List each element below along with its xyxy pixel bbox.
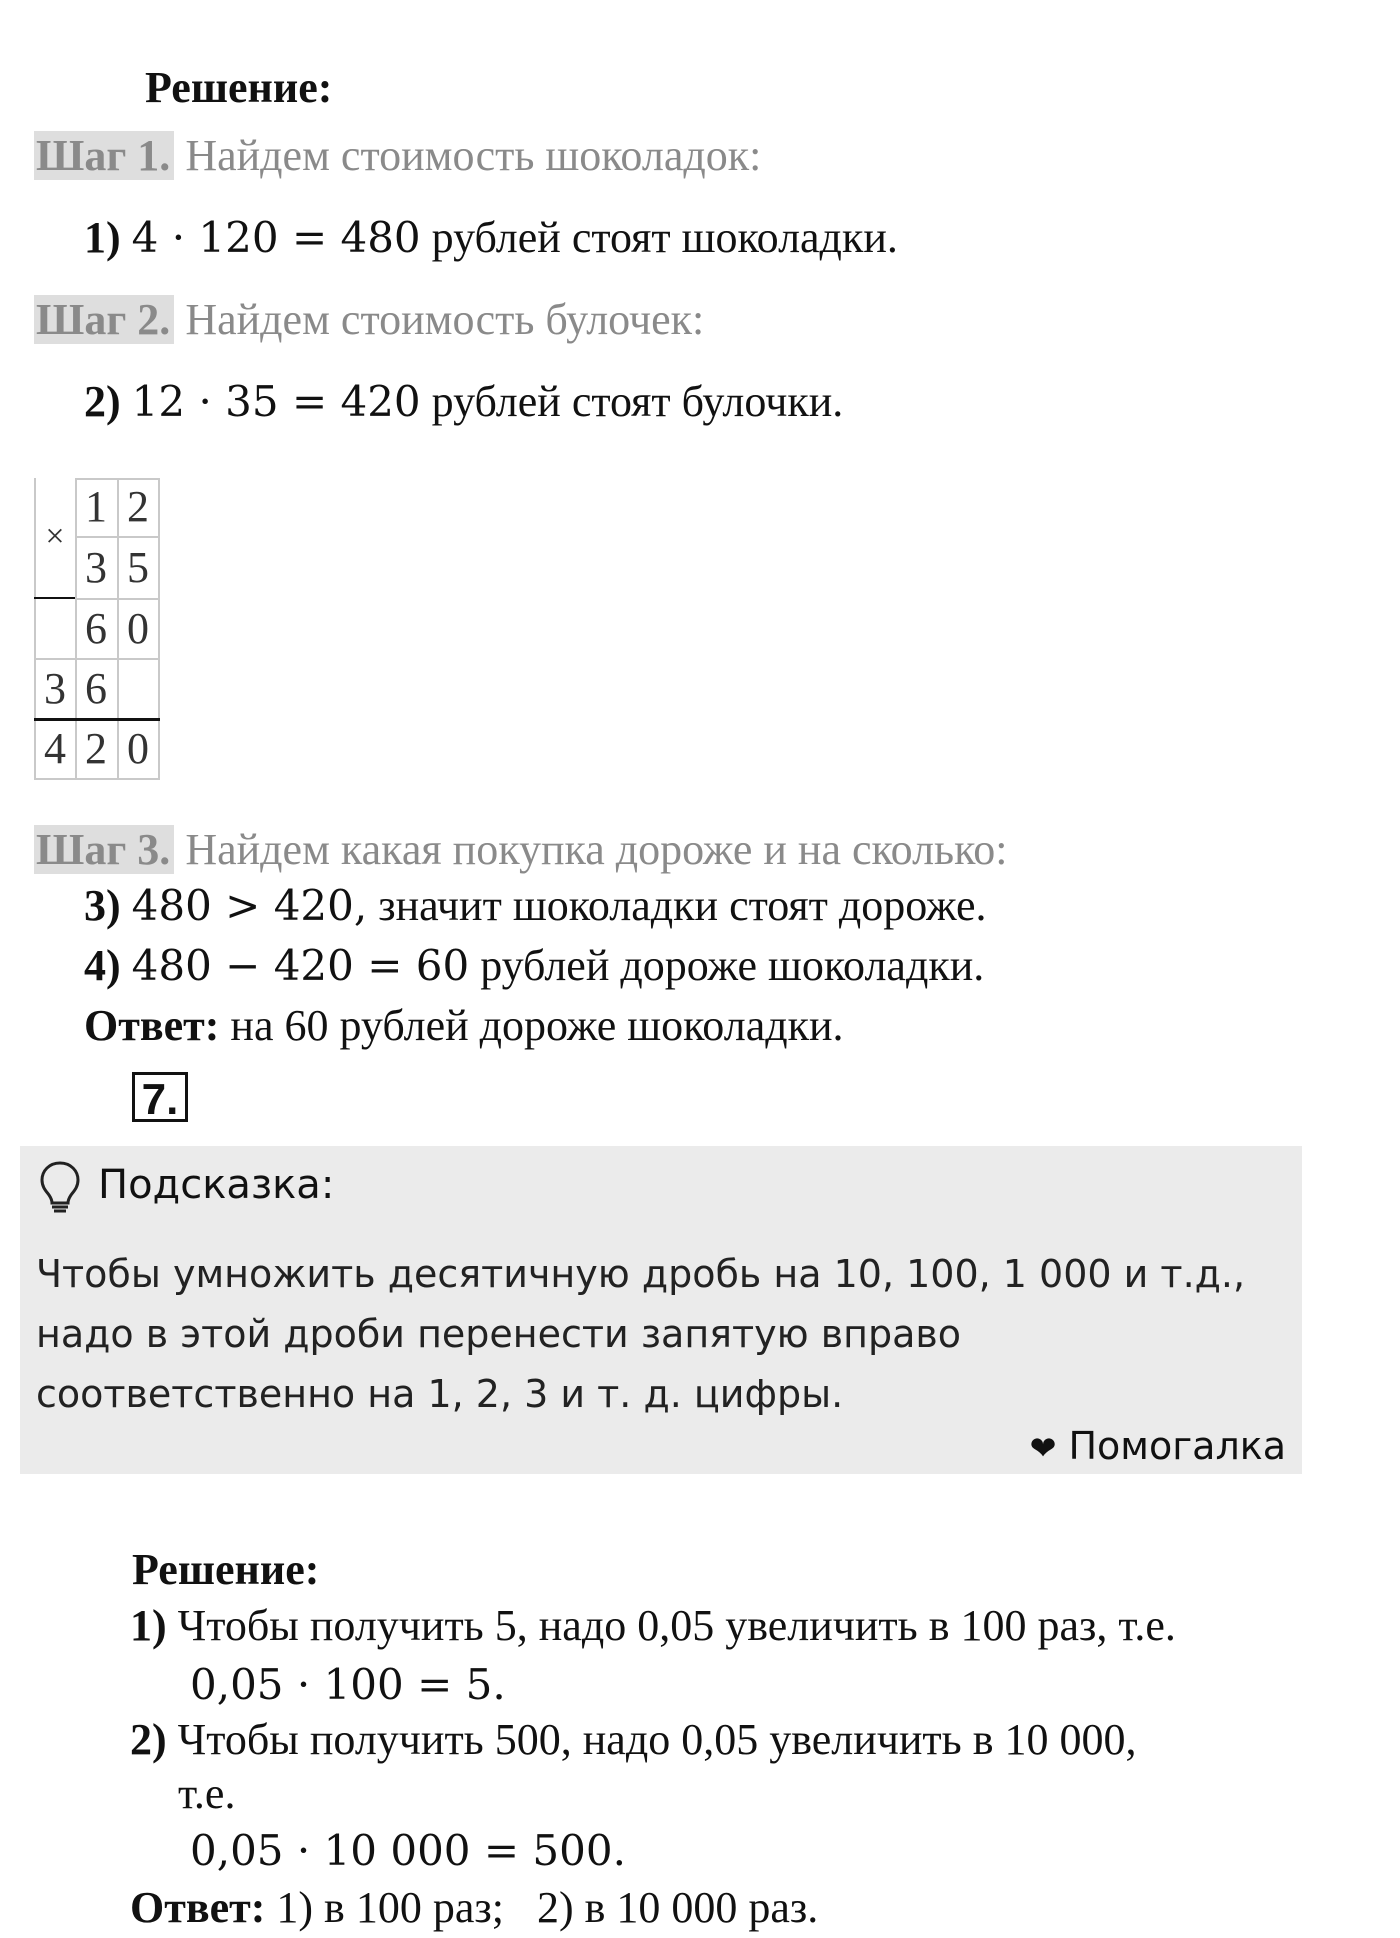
digit-cell: 2 [85, 724, 107, 773]
digit-cell: 3 [85, 543, 107, 592]
solution-heading: Решение: [145, 63, 333, 112]
solution-line-3 [84, 880, 987, 931]
answer-text: на 60 рублей дороже шоколадки. [230, 1001, 844, 1050]
line-1-number: 1) [84, 213, 121, 262]
item-2-text: Чтобы получить 500, надо 0,05 увеличить в 10 000, [177, 1715, 1137, 1764]
item-2-number: 2) [130, 1715, 167, 1764]
digit-cell: 6 [85, 604, 107, 653]
lightbulb-icon [38, 1160, 82, 1216]
item-1-formula: 0,05 · 100 = 5. [190, 1660, 506, 1709]
item-1-text: Чтобы получить 5, надо 0,05 увеличить в 100 раз, т.е. [177, 1601, 1176, 1650]
digit-cell: 3 [44, 664, 66, 713]
step-2 [34, 294, 704, 345]
digit-cell: 6 [85, 664, 107, 713]
solution-line-2 [84, 376, 843, 427]
item-2-continuation: т.е. [178, 1769, 236, 1818]
digit-cell: 1 [85, 482, 107, 531]
step-2-label: Шаг 2. [34, 295, 174, 344]
line-4-number: 4) [84, 941, 121, 990]
digit-cell: 0 [127, 604, 149, 653]
line-1-text: рублей стоят шоколадки. [431, 213, 898, 262]
hint-body: Чтобы умножить десятичную дробь на 10, 100, 1 000 и т.д., надо в этой дроби перенести запятую вправо соответственно на 1, 2, 3 и т. д. цифры. [36, 1252, 1246, 1416]
line-2-text: рублей стоят булочки. [431, 377, 844, 426]
line-2-number: 2) [84, 377, 121, 426]
step-3-label: Шаг 3. [34, 825, 174, 874]
hint-footer [1030, 1424, 1286, 1468]
digit-cell: 4 [44, 724, 66, 773]
task-number: 7. [132, 1072, 188, 1122]
line-4-text: рублей дороже шоколадки. [480, 941, 985, 990]
item-1-number: 1) [130, 1601, 167, 1650]
line-4-formula: 480 − 420 = 60 [131, 941, 470, 990]
answer-2-label: Ответ: [130, 1883, 266, 1932]
solution-heading-2: Решение: [132, 1545, 320, 1594]
hint-title: Подсказка: [98, 1162, 335, 1208]
answer-label: Ответ: [84, 1001, 220, 1050]
step-3-text: Найдем какая покупка дороже и на сколько: [185, 825, 1008, 874]
hint-footer-label: Помогалка [1068, 1424, 1286, 1468]
answer-line-2 [130, 1882, 818, 1933]
line-1-formula: 4 · 120 = 480 [131, 213, 421, 262]
step-2-text: Найдем стоимость булочек: [185, 295, 705, 344]
solution-line-1 [84, 212, 898, 263]
multiply-sign: × [45, 518, 65, 555]
solution-line-4 [84, 940, 984, 991]
item-2-formula: 0,05 · 10 000 = 500. [190, 1826, 626, 1875]
step-1 [34, 130, 761, 181]
answer-line [84, 1000, 844, 1051]
column-multiplication [34, 478, 160, 780]
digit-cell: 2 [127, 482, 149, 531]
step-3 [34, 824, 1007, 875]
hint-box [20, 1146, 1302, 1474]
digit-cell: 5 [127, 543, 149, 592]
solution2-item-1 [130, 1600, 1176, 1651]
digit-cell: 0 [127, 724, 149, 773]
line-3-formula: 480 > 420, [131, 881, 368, 930]
answer-2-text: 1) в 100 раз; 2) в 10 000 раз. [276, 1883, 819, 1932]
step-1-label: Шаг 1. [34, 131, 174, 180]
heart-icon: ❤ [1029, 1429, 1057, 1467]
line-2-formula: 12 · 35 = 420 [131, 377, 421, 426]
line-3-text: значит шоколадки стоят дороже. [378, 881, 987, 930]
solution2-item-2 [130, 1714, 1137, 1765]
step-1-text: Найдем стоимость шоколадок: [185, 131, 762, 180]
line-3-number: 3) [84, 881, 121, 930]
